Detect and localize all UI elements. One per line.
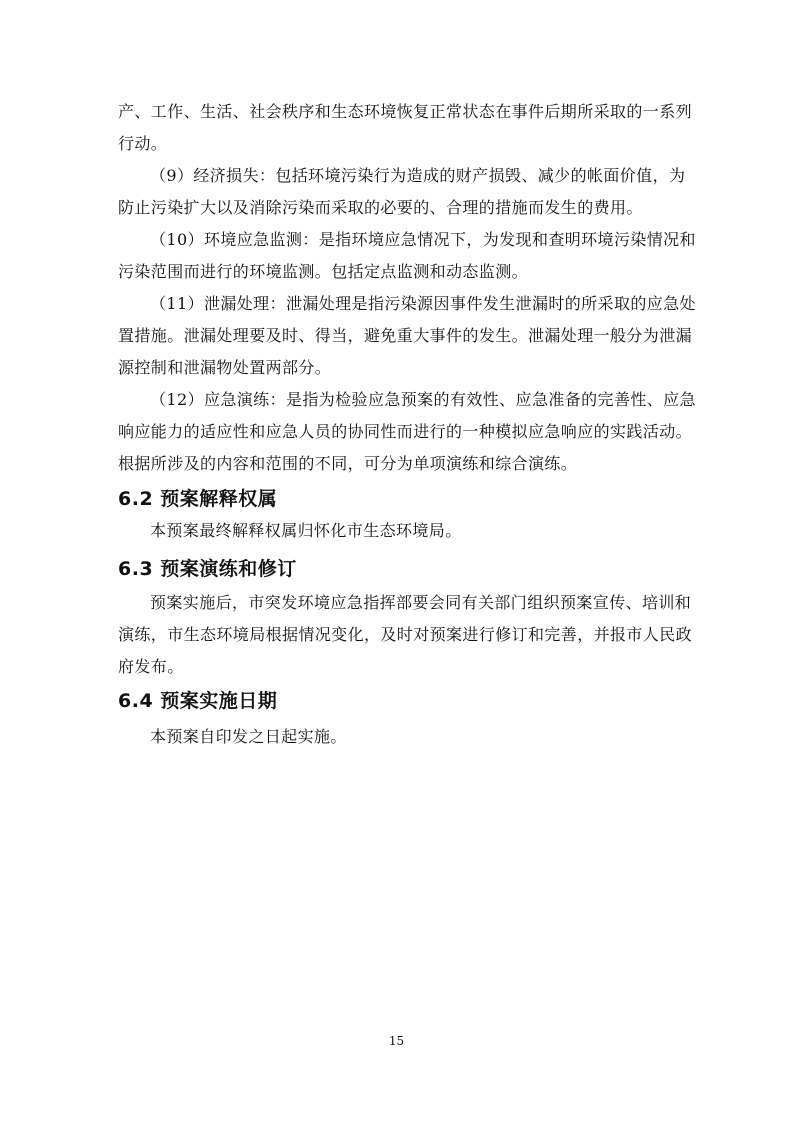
section-6-4-heading: 6.4 预案实施日期 <box>118 690 278 712</box>
paragraph-9-line-1: （9）经济损失：包括环境污染行为造成的财产损毁、减少的帐面价值，为 <box>150 166 686 185</box>
paragraph-11-line-1: （11）泄漏处理：泄漏处理是指污染源因事件发生泄漏时的所采取的应急处 <box>150 294 696 313</box>
paragraph-10-line-2: 污染范围而进行的环境监测。包括定点监测和动态监测。 <box>118 262 529 281</box>
paragraph-10-line-1: （10）环境应急监测：是指环境应急情况下，为发现和查明环境污染情况和 <box>150 230 696 249</box>
paragraph-12-line-3: 根据所涉及的内容和范围的不同，可分为单项演练和综合演练。 <box>118 454 578 473</box>
paragraph-11-line-2: 置措施。泄漏处理要及时、得当，避免重大事件的发生。泄漏处理一般分为泄漏 <box>118 326 693 345</box>
section-6-2-line-1: 本预案最终解释权属归怀化市生态环境局。 <box>150 521 462 540</box>
paragraph-8-line-1: 产、工作、生活、社会秩序和生态环境恢复正常状态在事件后期所采取的一系列 <box>118 102 693 121</box>
section-6-4-line-1: 本预案自印发之日起实施。 <box>150 727 347 746</box>
paragraph-12-line-2: 响应能力的适应性和应急人员的协同性而进行的一种模拟应急响应的实践活动。 <box>118 422 693 441</box>
section-6-2-heading: 6.2 预案解释权属 <box>118 488 278 510</box>
paragraph-9-line-2: 防止污染扩大以及消除污染而采取的必要的、合理的措施而发生的费用。 <box>118 198 643 217</box>
paragraph-8-line-2: 行动。 <box>118 134 168 153</box>
section-6-3-line-1: 预案实施后，市突发环境应急指挥部要会同有关部门组织预案宣传、培训和 <box>150 593 692 612</box>
section-6-3-line-2: 演练，市生态环境局根据情况变化，及时对预案进行修订和完善，并报市人民政 <box>118 625 693 644</box>
paragraph-11-line-3: 源控制和泄漏物处置两部分。 <box>118 358 332 377</box>
section-6-3-line-3: 府发布。 <box>118 657 184 676</box>
section-6-3-heading: 6.3 预案演练和修订 <box>118 558 297 580</box>
page-number: 15 <box>388 1034 405 1048</box>
paragraph-12-line-1: （12）应急演练：是指为检验应急预案的有效性、应急准备的完善性、应急 <box>150 390 696 409</box>
